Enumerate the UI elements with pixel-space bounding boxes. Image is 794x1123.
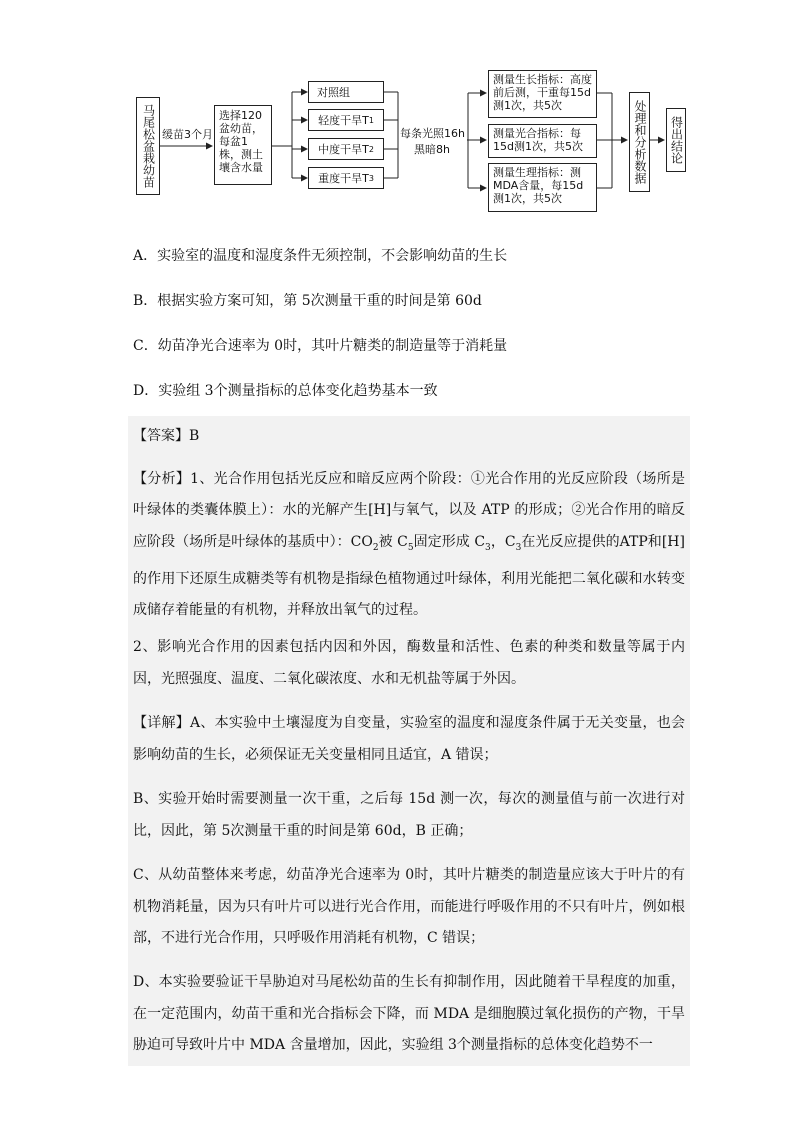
group-severe-sub: 3 xyxy=(368,173,374,183)
dark-label: 黑暗8h xyxy=(414,143,450,156)
option-d: D．实验组 3个测量指标的总体变化趋势基本一致 xyxy=(133,383,438,399)
co2-sub: 2 xyxy=(372,542,379,553)
group-moderate-sub: 2 xyxy=(368,144,374,154)
experiment-flowchart xyxy=(0,0,794,230)
detail-b: B、实验开始时需要测量一次干重，之后每 15d 测一次，每次的测量值与前一次进行对比，因此，第 5次测量干重的时间是第 60d，B 正确； xyxy=(133,791,685,839)
group-severe xyxy=(308,167,384,189)
option-b: B．根据实验方案可知，第 5次测量干重的时间是第 60d xyxy=(133,293,482,309)
measure-growth-box: 测量生长指标：高度前后测，干重每15d测1次，共5次 xyxy=(488,70,597,118)
detail-d: D、本实验要验证干旱胁迫对马尾松幼苗的生长有抑制作用，因此随着干旱程度的加重，在一定范围内，幼苗干重和光合指标会下降，而 MDA 是细胞膜过氧化损伤的产物，干旱胁迫可导致叶片中 MDA 含量增加，因此，实验组 3个测量指标的总体变化趋势不一 xyxy=(133,974,685,1053)
measure-photosynthesis-box: 测量光合指标：每15d测1次，共5次 xyxy=(488,124,597,158)
group-mild-label: 轻度干旱T xyxy=(318,113,369,127)
measure-physiology-box: 测量生理指标：测MDA含量，每15d测1次，共5次 xyxy=(488,163,597,212)
analysis-p1-b: 被 C xyxy=(378,533,408,550)
c3-sub-b: 3 xyxy=(515,542,522,553)
analysis-p2: 2、影响光合作用的因素包括内因和外因，酶数量和活性、色素的种类和数量等属于内因，光照强度、温度、二氧化碳浓度、水和无机盐等属于外因。 xyxy=(133,639,685,687)
detail-a: 【详解】A、本实验中土壤湿度为自变量，实验室的温度和湿度条件属于无关变量，也会影响幼苗的生长，必须保证无关变量相同且适宜，A 错误； xyxy=(133,715,685,763)
detail-c: C、从幼苗整体来考虑，幼苗净光合速率为 0时，其叶片糖类的制造量应该大于叶片的有机物消耗量，因为只有叶片可以进行光合作用，而能进行呼吸作用的不只有叶片，例如根部，不进行光合作用，只呼吸作用消耗有机物，C 错误； xyxy=(133,867,685,946)
acclimation-label: 缓苗3个月 xyxy=(162,128,213,141)
c3-sub-a: 3 xyxy=(485,542,491,553)
option-c: C．幼苗净光合速率为 0时，其叶片糖类的制造量等于消耗量 xyxy=(133,338,508,354)
light-label: 每条光照16h xyxy=(400,127,465,140)
c5-sub: 5 xyxy=(407,542,414,553)
answer-line: 【答案】B xyxy=(133,428,200,444)
group-severe-label: 重度干旱T xyxy=(318,171,369,185)
group-moderate-label: 中度干旱T xyxy=(318,142,369,156)
group-control: 对照组 xyxy=(308,81,384,103)
option-a: A．实验室的温度和湿度条件无须控制，不会影响幼苗的生长 xyxy=(133,248,508,264)
group-mild xyxy=(308,109,384,131)
group-mild-sub: 1 xyxy=(368,115,374,125)
analysis-p1 xyxy=(133,432,685,627)
analysis-p1-d: ，C xyxy=(490,533,516,550)
analysis-p1-a: 【分析】1、光合作用包括光反应和暗反应两个阶段：①光合作用的光反应阶段（场所是叶绿体的类囊体膜上）：水的光解产生[H]与氧气，以及 ATP 的形成；②光合作用的暗反应阶段（场所是叶绿体的基质中）：CO xyxy=(133,470,685,550)
conclusion-box: 得出结论 xyxy=(666,108,686,172)
process-data-box: 处理和分析数据 xyxy=(629,92,650,192)
analysis-p1-c: 固定形成 C xyxy=(413,533,486,550)
group-moderate xyxy=(308,138,384,160)
analysis-p1-e: 在光反应提供的ATP和[H]的作用下还原生成糖类等有机物是指绿色植物通过叶绿体，利用光能把二氧化碳和水转变成储存着能量的有机物，并释放出氧气的过程。 xyxy=(133,533,685,619)
start-box: 马尾松盆栽幼苗 xyxy=(136,97,160,195)
select-box: 选择120盆幼苗，每盆1株，测土壤含水量 xyxy=(214,105,272,185)
